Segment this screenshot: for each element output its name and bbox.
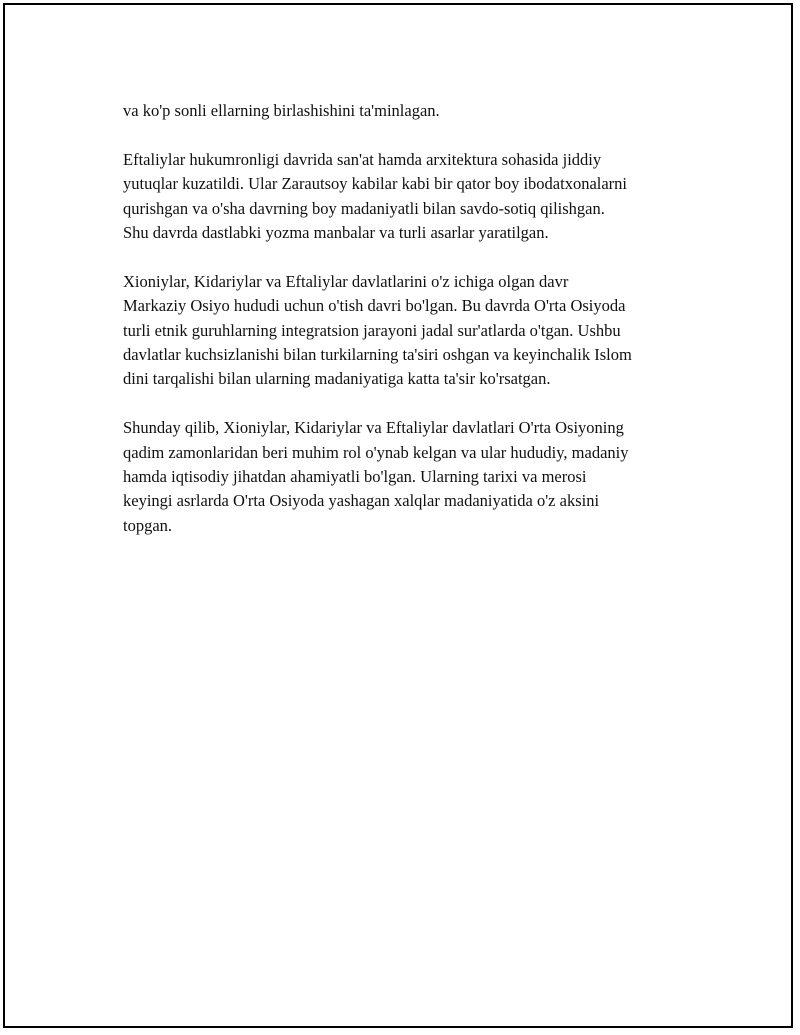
paragraph: Shunday qilib, Xioniylar, Kidariylar va Eftaliylar davlatlari O'rta Osiyoning qadim zamonlaridan beri muhim rol o'ynab kelgan va ular hududiy, madaniy hamda iqtisodiy jihatdan ahamiyatli bo'lgan. Ularning tarixi va merosi keyingi asrlarda O'rta Osiyoda yashagan xalqlar madaniyatida o'z aksini topgan. [123,418,629,535]
paragraph: Xioniylar, Kidariylar va Eftaliylar davlatlarini o'z ichiga olgan davr Markaziy Osiyo hududi uchun o'tish davri bo'lgan. Bu davrda O'rta Osiyoda turli etnik guruhlarning integratsion jarayoni jadal sur'atlarda o'tgan. Ushbu davlatlar kuchsizlanishi bilan turkilarning ta'siri oshgan va keyinchalik Islom dini tarqalishi bilan ularning madaniyatiga katta ta'sir ko'rsatgan. [123,271,632,389]
paragraph: Eftaliylar hukumronligi davrida san'at hamda arxitektura sohasida jiddiy yutuqlar kuzatildi. Ular Zarautsoy kabilar kabi bir qator boy ibodatxonalarni qurishgan va o'sha davrning boy madaniyatli bilan savdo-sotiq qilishgan. Shu davrda dastlabki yozma manbalar va turli asarlar yaratilgan. [123,149,628,243]
paragraph: va ko'p sonli ellarning birlashishini ta'minlagan. [123,101,440,120]
document-body [123,99,695,563]
page-frame [3,3,793,1028]
